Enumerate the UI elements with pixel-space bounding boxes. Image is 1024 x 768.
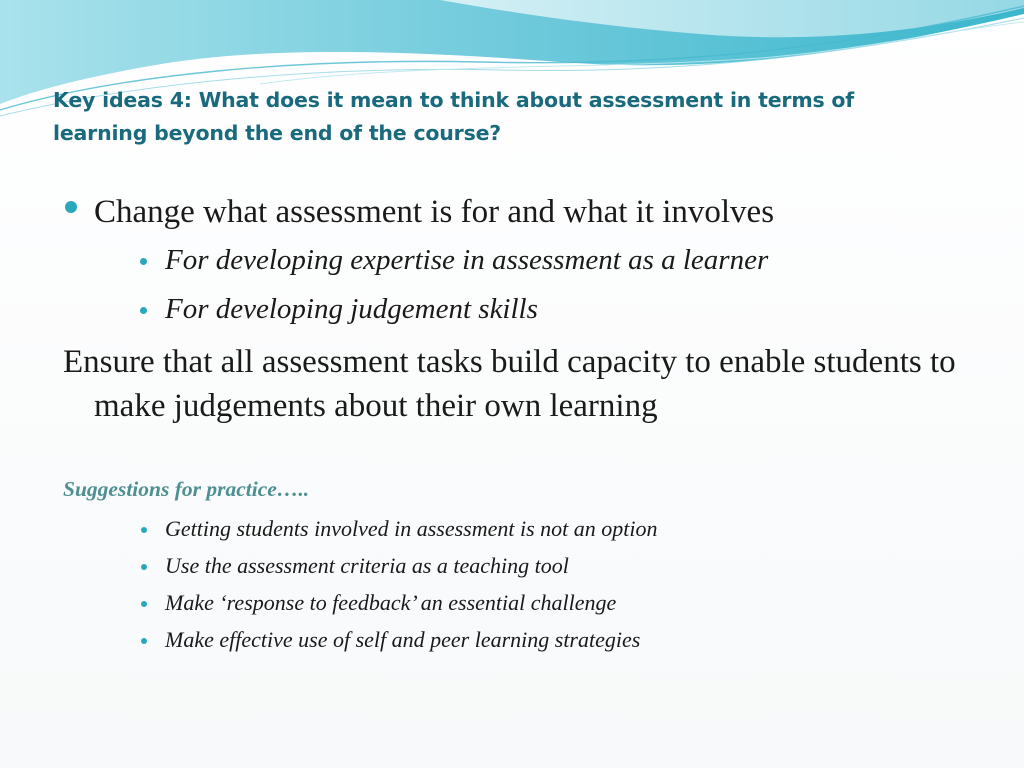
suggestion-item — [165, 514, 1003, 544]
slide-title: Key ideas 4: What does it mean to think about assessment in terms of learning beyond the end of the course? — [53, 88, 855, 145]
bullet-icon — [65, 201, 77, 213]
sub-bullet-text: For developing expertise in assessment as a learner — [165, 244, 769, 276]
bullet-icon — [141, 527, 147, 533]
main-bullet — [63, 190, 1003, 234]
sub-bullet — [165, 242, 1003, 278]
suggestion-item — [165, 588, 1003, 618]
bullet-icon — [141, 564, 147, 570]
suggestion-item — [165, 551, 1003, 581]
statement-paragraph: Ensure that all assessment tasks build capacity to enable students to make judgements about their own learning — [63, 344, 956, 424]
suggestion-text: Make effective use of self and peer learning strategies — [165, 627, 641, 652]
suggestion-text: Getting students involved in assessment is not an option — [165, 516, 658, 541]
bullet-icon — [140, 307, 147, 314]
bullet-icon — [140, 258, 147, 265]
bullet-icon — [141, 638, 147, 644]
suggestions-heading: Suggestions for practice….. — [63, 477, 310, 501]
sub-bullet — [165, 291, 1003, 327]
bullet-icon — [141, 601, 147, 607]
slide-content — [63, 190, 1003, 662]
suggestion-text: Use the assessment criteria as a teaching tool — [165, 553, 569, 578]
suggestion-text: Make ‘response to feedback’ an essential challenge — [165, 590, 617, 615]
suggestion-item — [165, 625, 1003, 655]
sub-bullet-text: For developing judgement skills — [165, 293, 538, 325]
main-bullet-text: Change what assessment is for and what it involves — [94, 194, 775, 230]
